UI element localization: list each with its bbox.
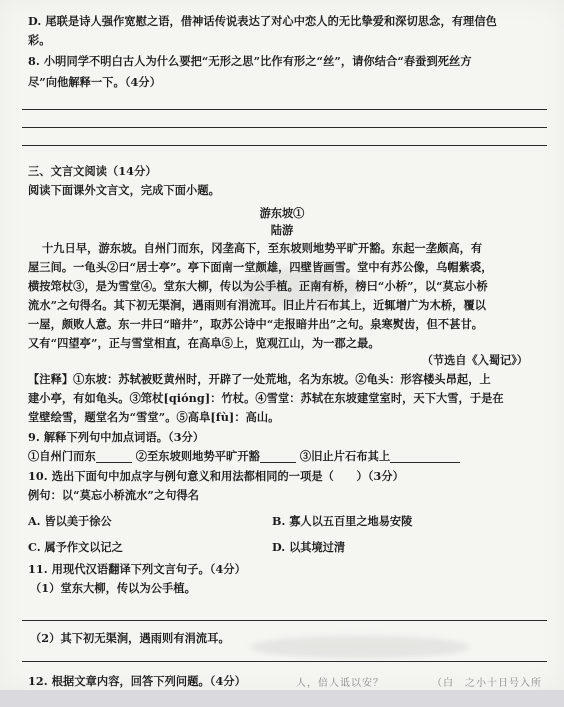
note-line-2: 建小亭，有如龟头。③筇杖[qióng]：竹杖。④雪堂：苏轼在东坡建堂室时，天下大雪，于是在 [28,391,504,405]
print-smudge [250,636,470,658]
option-d-line-2: 彩。 [28,33,51,47]
question-11-sentence-1: （1）堂东大柳，传以为公手植。 [30,581,196,595]
option-d[interactable]: D. 以其境过清 [272,540,346,554]
bleed-through-text: （白 之小十日号入所 [432,678,542,689]
passage-line-5: 一屋，颇败人意。东一井曰“暗井”，取苏公诗中“走报暗井出”之句。泉寒熨齿，但不甚甘。 [28,317,484,331]
answer-line[interactable] [22,127,547,128]
passage-title: 游东坡① [259,206,305,220]
note-line-1: 【注释】①东坡：苏轼被贬黄州时，开辟了一处荒地，名为东坡。②龟头：形容楼头昂起，上 [28,372,491,386]
option-c[interactable]: C. 属予作文以记之 [28,540,123,554]
question-8-line-2: 尽”向他解释一下。（4分） [28,75,161,89]
option-d-line-1: D. 尾联是诗人强作宽慰之语，借神话传说表达了对心中恋人的无比挚爱和深切思念，有理信色 [28,14,497,28]
question-9: 9. 解释下列句中加点词语。（3分） [28,430,205,444]
section-3-heading: 三、文言文阅读（14分） [28,164,157,178]
passage-line-4: 流水”之句得名。其下初无渠涧，遇雨则有涓流耳。旧止片石布其上，近辄增广为木桥，覆以 [28,298,487,312]
viewer-bottom-bar [0,690,564,707]
question-10: 10. 选出下面句中加点字与例句意义和用法都相同的一项是（ ）（3分） [28,469,404,483]
q9-item-1: ①自州门而东 [28,449,96,463]
question-12: 12. 根据文章内容，回答下列问题。（4分） [28,674,246,688]
answer-line[interactable] [22,109,547,110]
passage-source: （节选自《入蜀记》） [421,353,528,367]
note-line-3: 堂壁绘雪，题堂名为“雪堂”。⑤高阜[fù]：高山。 [28,410,280,424]
question-11: 11. 用现代汉语翻译下列文言句子。（4分） [28,562,246,576]
passage-line-1: 十九日早，游东坡。自州门而东，冈垄高下，至东坡则地势平旷开豁。东起一垄颇高，有 [42,241,483,255]
question-10-example: 例句：以“莫忘小桥流水”之句得名 [28,488,200,502]
answer-blank[interactable] [260,451,296,463]
option-a[interactable]: A. 皆以美于徐公 [28,514,112,528]
answer-line[interactable] [22,661,547,662]
question-8-line-1: 8. 小明同学不明白古人为什么要把“无形之思”比作有形之“丝”，请你结合“春蚕到死丝方 [28,54,472,68]
question-11-sentence-2: （2）其下初无渠涧，遇雨则有涓流耳。 [30,631,230,645]
passage-line-3: 横按筇杖③，是为雪堂④。堂东大柳，传以为公手植。正南有桥，榜曰“小桥”，以“莫忘小桥 [28,279,488,293]
answer-line[interactable] [22,145,547,146]
bleed-through-text: 人，倍人诋以安？ [296,678,384,689]
passage-author: 陆游 [270,223,294,237]
passage-line-6: 又有“四望亭”，正与雪堂相直，在高阜⑤上，览观江山，为一郡之最。 [28,336,380,350]
reading-instruction: 阅读下面课外文言文，完成下面小题。 [28,183,220,197]
passage-line-2: 屋三间。一龟头②曰“居士亭”。亭下面南一堂颇雄，四壁皆画雪。堂中有苏公像，乌帽紫裘， [28,260,493,274]
answer-blank[interactable] [390,451,460,463]
answer-blank[interactable] [96,451,132,463]
question-9-items [28,449,460,463]
q9-item-2: ②至东坡则地势平旷开豁 [135,449,260,463]
option-b[interactable]: B. 寡人以五百里之地易安陵 [272,514,413,528]
answer-line[interactable] [22,620,547,621]
q9-item-3: ③旧止片石布其上 [299,449,391,463]
